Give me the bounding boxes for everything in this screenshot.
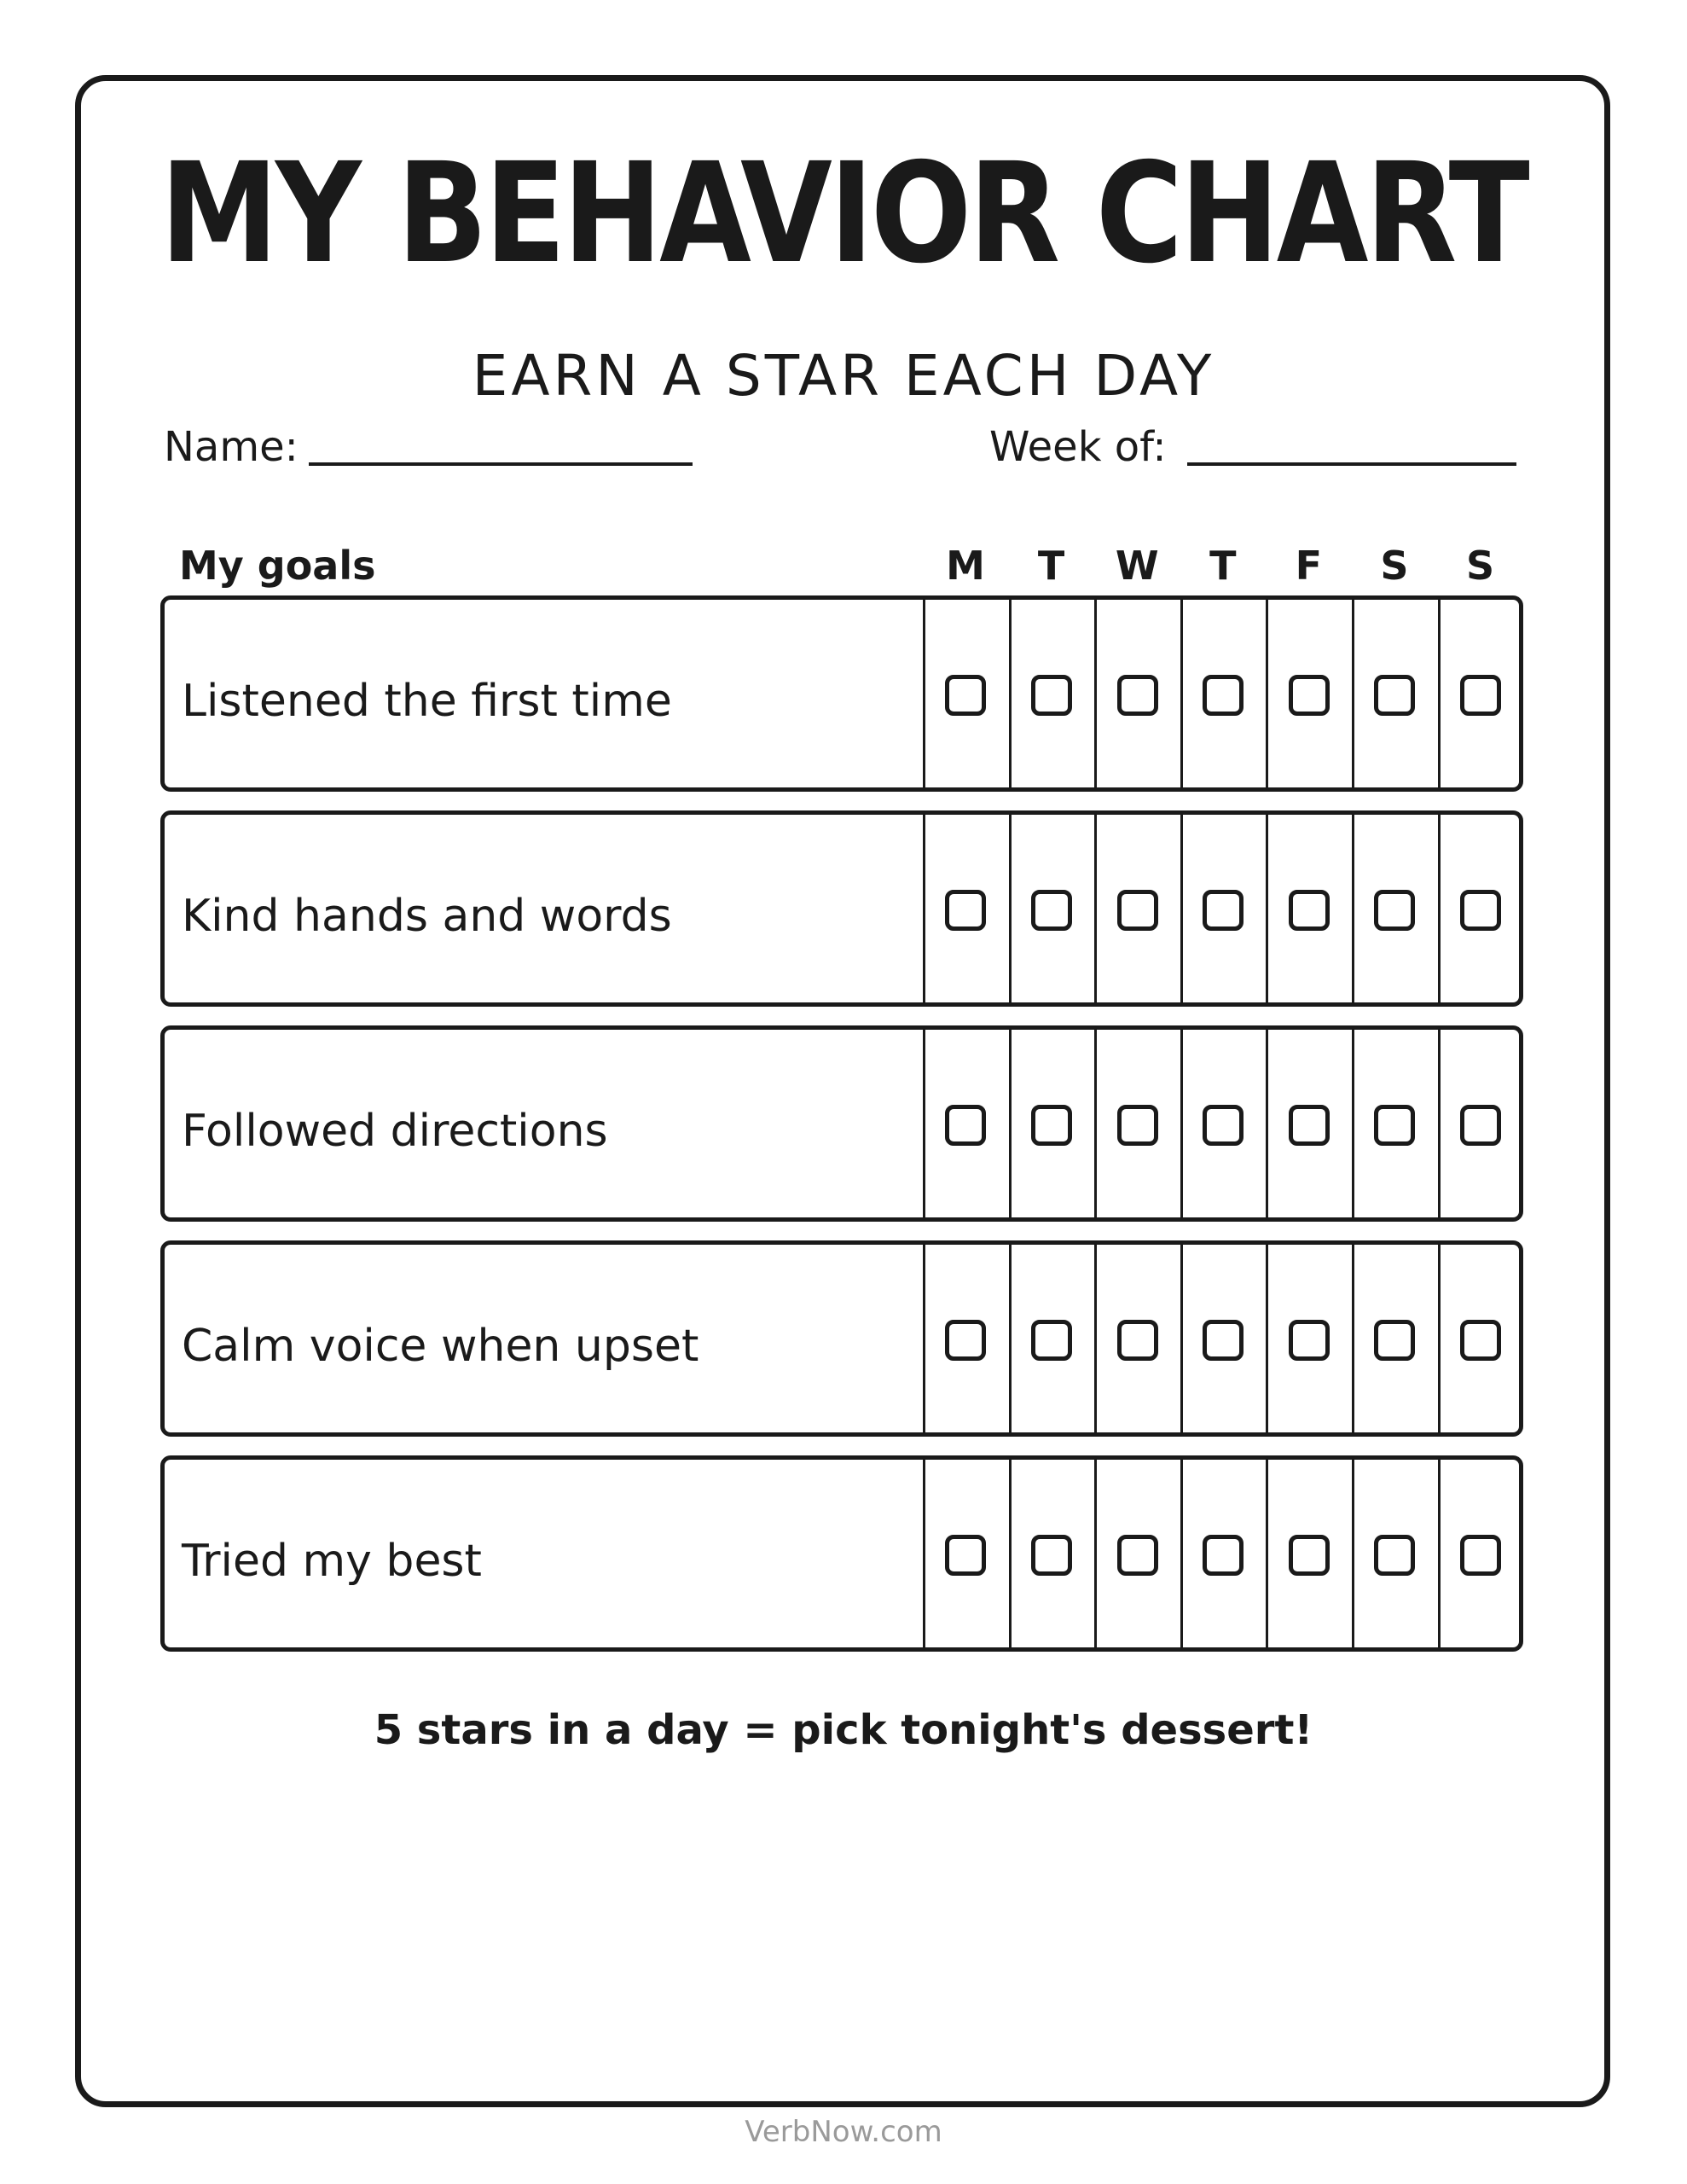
reward-note: 5 stars in a day = pick tonight's dessert! (374, 1706, 1313, 1754)
day-checkbox[interactable] (1289, 890, 1330, 931)
day-checkbox[interactable] (945, 1105, 986, 1146)
day-checkbox[interactable] (1117, 675, 1158, 716)
page-title: MY BEHAVIOR CHART (159, 134, 1528, 294)
column-divider (1352, 1460, 1354, 1647)
column-divider (1266, 1245, 1268, 1432)
column-divider (1266, 815, 1268, 1002)
day-checkbox[interactable] (1117, 890, 1158, 931)
goal-label: Kind hands and words (182, 891, 672, 942)
column-divider (1180, 1030, 1183, 1217)
day-checkbox[interactable] (1117, 1105, 1158, 1146)
goal-label: Tried my best (182, 1536, 482, 1587)
day-checkbox[interactable] (1203, 1105, 1244, 1146)
column-divider (1180, 1245, 1183, 1432)
column-divider (923, 1460, 925, 1647)
column-divider (1094, 600, 1097, 787)
column-divider (1094, 815, 1097, 1002)
day-checkbox[interactable] (1031, 890, 1072, 931)
goal-row (160, 595, 1523, 792)
column-divider (1438, 815, 1441, 1002)
column-divider (1438, 600, 1441, 787)
day-checkbox[interactable] (1374, 1320, 1415, 1361)
column-divider (1009, 1460, 1012, 1647)
column-divider (1266, 600, 1268, 787)
day-checkbox[interactable] (1203, 1320, 1244, 1361)
column-divider (923, 1245, 925, 1432)
column-divider (1352, 1030, 1354, 1217)
day-checkbox[interactable] (1031, 675, 1072, 716)
day-header-1: T (1037, 543, 1065, 589)
column-divider (1352, 600, 1354, 787)
column-divider (923, 1030, 925, 1217)
day-checkbox[interactable] (1460, 1535, 1501, 1576)
day-checkbox[interactable] (1460, 890, 1501, 931)
day-checkbox[interactable] (1289, 675, 1330, 716)
column-divider (923, 600, 925, 787)
goal-row (160, 1025, 1523, 1222)
column-divider (1266, 1460, 1268, 1647)
day-checkbox[interactable] (1374, 1535, 1415, 1576)
day-checkbox[interactable] (1374, 1105, 1415, 1146)
day-checkbox[interactable] (1031, 1105, 1072, 1146)
page-subtitle: EARN A STAR EACH DAY (472, 343, 1215, 409)
goal-row (160, 1455, 1523, 1652)
day-checkbox[interactable] (1460, 675, 1501, 716)
day-header-0: M (946, 543, 985, 589)
day-checkbox[interactable] (1289, 1320, 1330, 1361)
day-checkbox[interactable] (1460, 1320, 1501, 1361)
day-checkbox[interactable] (1460, 1105, 1501, 1146)
column-divider (1094, 1460, 1097, 1647)
column-divider (1094, 1245, 1097, 1432)
day-checkbox[interactable] (1117, 1535, 1158, 1576)
day-checkbox[interactable] (1374, 675, 1415, 716)
day-checkbox[interactable] (945, 1320, 986, 1361)
goal-label: Followed directions (182, 1106, 608, 1157)
day-checkbox[interactable] (1289, 1535, 1330, 1576)
column-divider (1266, 1030, 1268, 1217)
day-header-6: S (1466, 543, 1495, 589)
column-divider (1009, 1030, 1012, 1217)
footer-credit: VerbNow.com (745, 2115, 942, 2149)
day-checkbox[interactable] (1117, 1320, 1158, 1361)
column-divider (1352, 815, 1354, 1002)
day-checkbox[interactable] (945, 890, 986, 931)
goal-row (160, 1240, 1523, 1437)
day-checkbox[interactable] (945, 1535, 986, 1576)
week-label: Week of: (989, 423, 1167, 471)
day-checkbox[interactable] (1289, 1105, 1330, 1146)
day-checkbox[interactable] (1031, 1535, 1072, 1576)
goal-row (160, 810, 1523, 1007)
week-line[interactable] (1187, 462, 1516, 466)
day-checkbox[interactable] (945, 675, 986, 716)
column-divider (1352, 1245, 1354, 1432)
column-divider (1180, 1460, 1183, 1647)
day-header-4: F (1295, 543, 1323, 589)
day-checkbox[interactable] (1031, 1320, 1072, 1361)
day-checkbox[interactable] (1203, 890, 1244, 931)
day-checkbox[interactable] (1203, 675, 1244, 716)
column-divider (1180, 600, 1183, 787)
goal-label: Calm voice when upset (182, 1321, 699, 1372)
column-divider (1094, 1030, 1097, 1217)
column-divider (1438, 1030, 1441, 1217)
column-divider (1009, 815, 1012, 1002)
column-divider (923, 815, 925, 1002)
name-line[interactable] (309, 462, 693, 466)
name-label: Name: (164, 423, 299, 471)
goal-label: Listened the first time (182, 676, 672, 727)
column-divider (1009, 600, 1012, 787)
goals-header: My goals (179, 543, 376, 589)
day-header-2: W (1115, 543, 1159, 589)
day-header-5: S (1380, 543, 1409, 589)
day-header-3: T (1209, 543, 1237, 589)
column-divider (1009, 1245, 1012, 1432)
column-divider (1180, 815, 1183, 1002)
day-checkbox[interactable] (1203, 1535, 1244, 1576)
day-checkbox[interactable] (1374, 890, 1415, 931)
column-divider (1438, 1460, 1441, 1647)
column-divider (1438, 1245, 1441, 1432)
